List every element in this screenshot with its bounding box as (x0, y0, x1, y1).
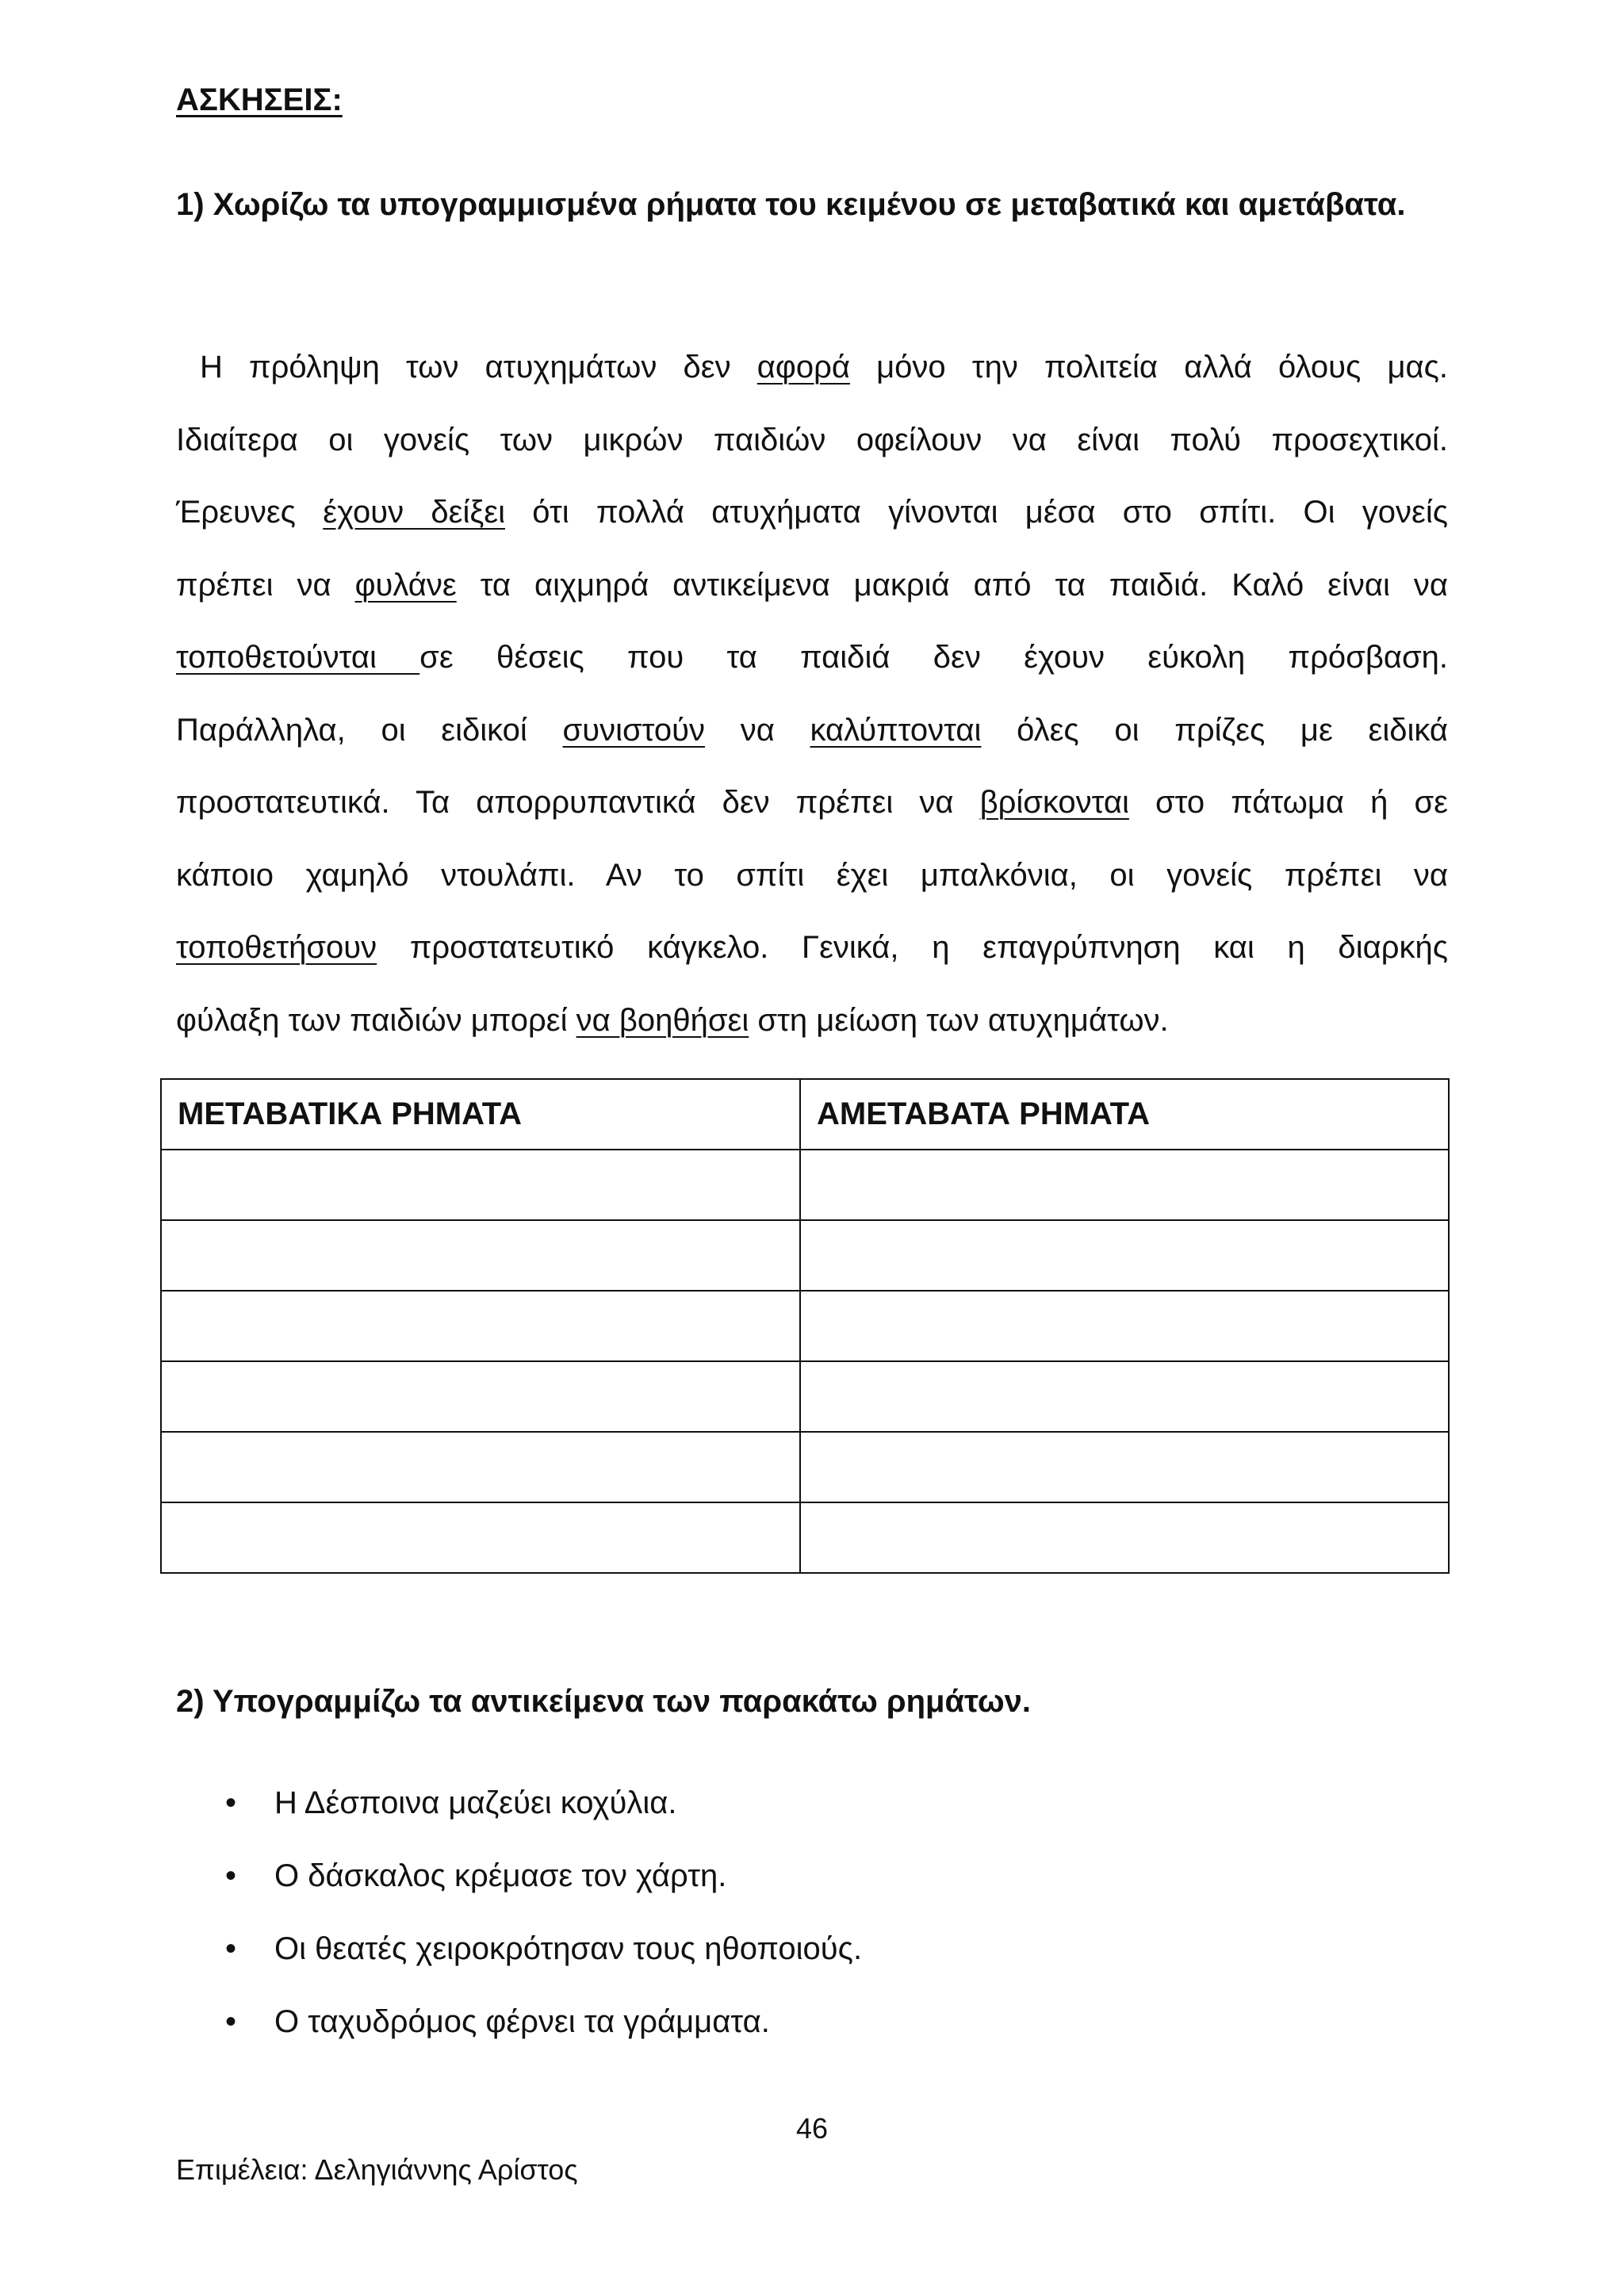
bullet-icon: • (225, 1785, 237, 1820)
list-item (176, 1766, 862, 1839)
passage-text: όλες οι πρίζες με ειδικά (981, 712, 1448, 748)
table-row (161, 1502, 1449, 1573)
passage-text: μόνο την πολιτεία αλλά όλους μας. (849, 350, 1449, 385)
underlined-verb: συνιστούν (562, 712, 706, 748)
table-row (161, 1361, 1449, 1432)
passage-text: Η πρόληψη των ατυχημάτων δεν (200, 350, 757, 385)
passage-line (176, 985, 1448, 1058)
passage-line (176, 912, 1448, 985)
passage-text: προστατευτικά. Τα απορρυπαντικά δεν πρέπει να (176, 785, 980, 820)
bullet-icon: • (225, 1931, 237, 1966)
bullet-icon: • (225, 1858, 237, 1893)
exercises-heading: ΑΣΚΗΣΕΙΣ: (176, 82, 343, 117)
transitive-answer-cell[interactable] (161, 1220, 800, 1291)
underlined-verb: φυλάνε (354, 567, 457, 603)
passage-text: να (705, 712, 810, 748)
footer-author: Επιμέλεια: Δεληγιάννης Αρίστος (176, 2153, 578, 2186)
table-row (161, 1220, 1449, 1291)
passage-text: προστατευτικό κάγκελο. Γενικά, η επαγρύπνηση και η διαρκής (377, 930, 1448, 965)
sentence-text: Οι θεατές χειροκρότησαν τους ηθοποιούς. (274, 1931, 863, 1966)
passage-text: Έρευνες (176, 495, 324, 530)
list-item (176, 1985, 862, 2058)
table-row (161, 1150, 1449, 1220)
bullet-icon: • (225, 2004, 237, 2039)
underlined-verb: βρίσκονται (979, 785, 1129, 820)
passage-line (176, 404, 1448, 477)
transitive-answer-cell[interactable] (161, 1432, 800, 1502)
exercise1-title: 1) Χωρίζω τα υπογραμμισμένα ρήματα του κειμένου σε μεταβατικά και αμετάβατα. (176, 187, 1406, 222)
passage-line (176, 476, 1448, 549)
passage-line (176, 695, 1448, 767)
passage-text: τα αιχμηρά αντικείμενα μακριά από τα παιδιά. Καλό είναι να (456, 567, 1448, 603)
sentence-text: Η Δέσποινα μαζεύει κοχύλια. (274, 1785, 677, 1820)
exercise1-passage (176, 331, 1448, 1057)
sentence-text: Ο δάσκαλος κρέμασε τον χάρτη. (274, 1858, 727, 1893)
intransitive-answer-cell[interactable] (800, 1220, 1449, 1291)
passage-text: στο πάτωμα ή σε (1128, 785, 1448, 820)
table-header-row (161, 1079, 1449, 1150)
table-row (161, 1291, 1449, 1361)
passage-text: φύλαξη των παιδιών μπορεί (176, 1002, 576, 1038)
passage-line (176, 549, 1448, 622)
passage-line (176, 622, 1448, 695)
list-item (176, 1912, 862, 1985)
list-item (176, 1839, 862, 1912)
underlined-verb: να βοηθήσει (576, 1002, 749, 1038)
passage-line (176, 840, 1448, 913)
passage-line (176, 331, 1448, 404)
underlined-verb: αφορά (756, 350, 850, 385)
transitive-answer-cell[interactable] (161, 1291, 800, 1361)
table-row (161, 1432, 1449, 1502)
underlined-verb: τοποθετούνται (176, 640, 420, 675)
intransitive-verbs-header: ΑΜΕΤΑΒΑΤΑ ΡΗΜΑΤΑ (800, 1079, 1449, 1150)
passage-text: ότι πολλά ατυχήματα γίνονται μέσα στο σπίτι. Οι γονείς (505, 495, 1448, 530)
page-number: 46 (795, 2112, 829, 2145)
exercise2-title: 2) Υπογραμμίζω τα αντικείμενα των παρακάτω ρημάτων. (176, 1684, 1032, 1719)
intransitive-answer-cell[interactable] (800, 1150, 1449, 1220)
passage-line (176, 767, 1448, 840)
transitive-answer-cell[interactable] (161, 1502, 800, 1573)
passage-text: Ιδιαίτερα οι γονείς των μικρών παιδιών οφείλουν να είναι πολύ προσεχτικοί. (176, 422, 1448, 457)
exercise2-sentence-list (176, 1766, 862, 2058)
sentence-text: Ο ταχυδρόμος φέρνει τα γράμματα. (274, 2004, 770, 2039)
passage-text: πρέπει να (176, 567, 355, 603)
transitive-answer-cell[interactable] (161, 1150, 800, 1220)
intransitive-answer-cell[interactable] (800, 1291, 1449, 1361)
passage-text: στη μείωση των ατυχημάτων. (749, 1002, 1169, 1038)
transitive-verbs-header: ΜΕΤΑΒΑΤΙΚΑ ΡΗΜΑΤΑ (161, 1079, 800, 1150)
transitive-answer-cell[interactable] (161, 1361, 800, 1432)
intransitive-answer-cell[interactable] (800, 1502, 1449, 1573)
verbs-table (160, 1078, 1450, 1574)
underlined-verb: τοποθετήσουν (176, 930, 377, 965)
intransitive-answer-cell[interactable] (800, 1432, 1449, 1502)
intransitive-answer-cell[interactable] (800, 1361, 1449, 1432)
underlined-verb: έχουν δείξει (323, 495, 506, 530)
passage-text: κάποιο χαμηλό ντουλάπι. Αν το σπίτι έχει μπαλκόνια, οι γονείς πρέπει να (176, 857, 1448, 893)
passage-text: Παράλληλα, οι ειδικοί (176, 712, 563, 748)
underlined-verb: καλύπτονται (810, 712, 982, 748)
passage-text: σε θέσεις που τα παιδιά δεν έχουν εύκολη πρόσβαση. (419, 640, 1449, 675)
